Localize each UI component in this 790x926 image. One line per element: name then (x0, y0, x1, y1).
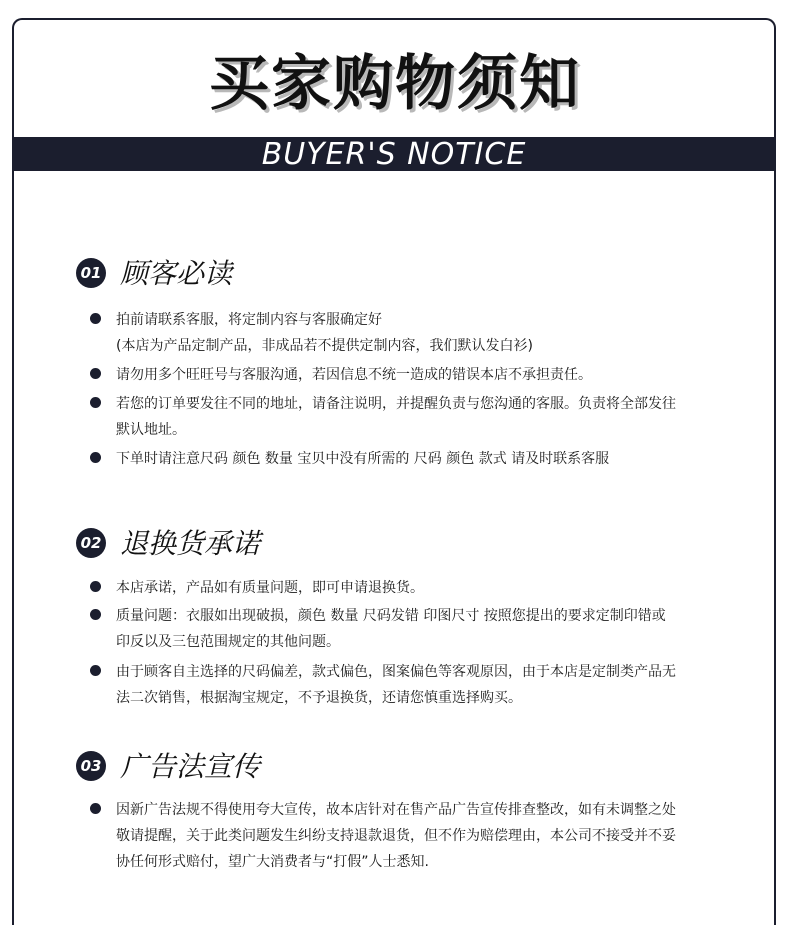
page-title: 买家购物须知 (209, 49, 581, 119)
item-text-line: 本店承诺，产品如有质量问题，即可申请退换货。 (116, 580, 424, 596)
item-text-line: (本店为产品定制产品，非成品若不提供定制内容，我们默认发白衫) (116, 338, 533, 354)
section-number-badge: 01 (76, 258, 106, 288)
item-text-line: 法二次销售，根据淘宝规定，不予退换货，还请您慎重选择购买。 (116, 690, 522, 706)
bullet-icon (90, 397, 101, 408)
section-title: 退换货承诺 (120, 527, 261, 560)
section-number-badge: 02 (76, 528, 106, 558)
bullet-icon (90, 452, 101, 463)
item-text-line: 默认地址。 (116, 422, 186, 438)
section-title: 顾客必读 (120, 257, 233, 290)
subtitle-banner (12, 137, 776, 171)
item-text-line: 敬请提醒，关于此类问题发生纠纷支持退款退货，但不作为赔偿理由，本公司不接受并不妥 (116, 828, 676, 844)
item-text-line: 若您的订单要发往不同的地址，请备注说明，并提醒负责与您沟通的客服。负责将全部发往 (116, 396, 676, 412)
page-subtitle: BUYER'S NOTICE (261, 137, 527, 172)
item-text-line: 拍前请联系客服，将定制内容与客服确定好 (116, 312, 382, 328)
bullet-icon (90, 313, 101, 324)
item-text-line: 印反以及三包范围规定的其他问题。 (116, 634, 340, 650)
section-title: 广告法宣传 (120, 750, 261, 783)
bullet-icon (90, 609, 101, 620)
bullet-icon (90, 665, 101, 676)
bullet-icon (90, 581, 101, 592)
bullet-icon (90, 368, 101, 379)
bullet-icon (90, 803, 101, 814)
item-text-line: 下单时请注意尺码 颜色 数量 宝贝中没有所需的 尺码 颜色 款式 请及时联系客服 (116, 451, 610, 467)
item-text-line: 质量问题：衣服如出现破损，颜色 数量 尺码发错 印图尺寸 按照您提出的要求定制印错或 (116, 608, 666, 624)
item-text-line: 由于顾客自主选择的尺码偏差，款式偏色，图案偏色等客观原因，由于本店是定制类产品无 (116, 664, 676, 680)
item-text-line: 协任何形式赔付，望广大消费者与“打假”人士悉知. (116, 854, 429, 870)
item-text-line: 因新广告法规不得使用夸大宣传，故本店针对在售产品广告宣传排查整改，如有未调整之处 (116, 802, 676, 818)
section-number-badge: 03 (76, 751, 106, 781)
item-text-line: 请勿用多个旺旺号与客服沟通，若因信息不统一造成的错误本店不承担责任。 (116, 367, 592, 383)
